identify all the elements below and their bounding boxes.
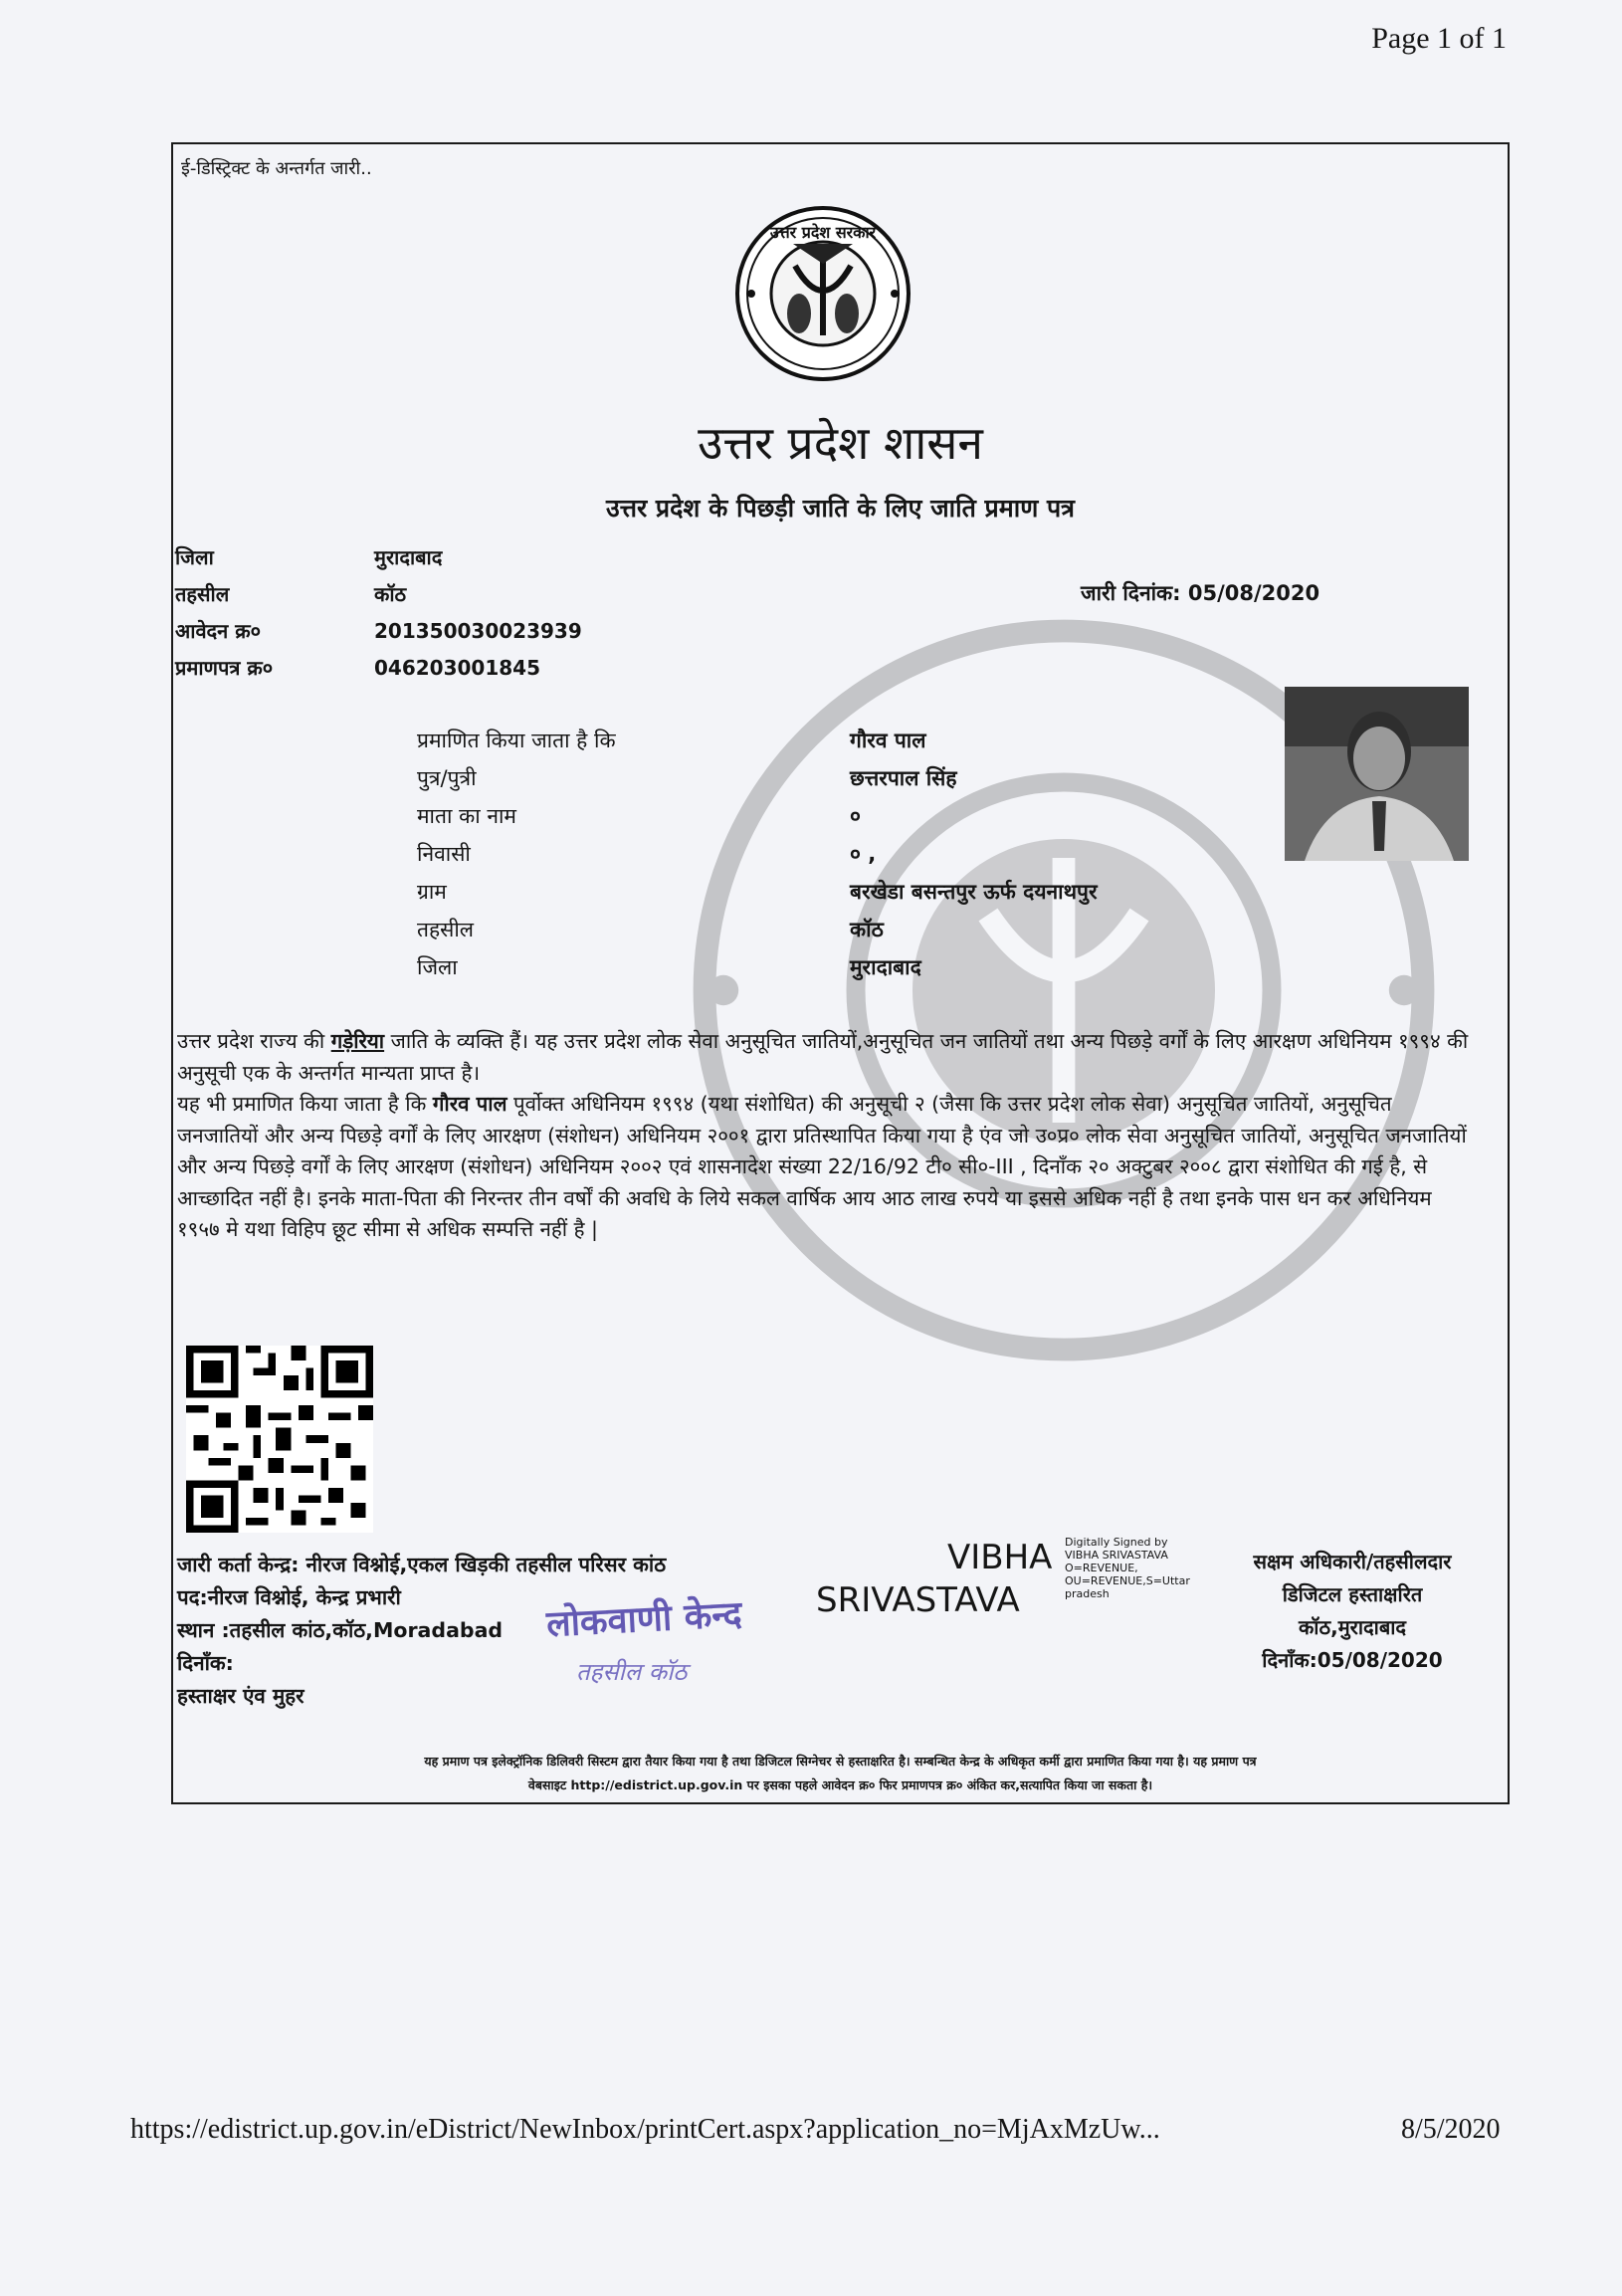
meta-row-certificate-no <box>175 654 540 681</box>
meta-label: जिला <box>175 545 214 569</box>
sig-detail-line: pradesh <box>1065 1587 1110 1600</box>
meta-label: तहसील <box>175 582 230 606</box>
meta-row-application-no <box>175 617 582 644</box>
certificate-title: उत्तर प्रदेश के पिछड़ी जाति के लिए जाति प्रमाण पत्र <box>606 494 1075 522</box>
meta-label: आवेदन क्र० <box>175 619 262 643</box>
ink-stamp-sub: तहसील कॉठ <box>576 1658 688 1686</box>
ink-stamp: लोकवाणी केन्द <box>545 1593 743 1646</box>
detail-label: पुत्र/पुत्री <box>417 766 477 790</box>
officer-date: दिनाँक:05/08/2020 <box>1262 1648 1443 1672</box>
government-title: उत्तर प्रदेश शासन <box>698 416 983 470</box>
detail-value: बरखेडा बसन्तपुर ऊर्फ दयनाथपुर <box>850 880 1098 904</box>
officer-place: कॉठ,मुरादाबाद <box>1298 1615 1407 1639</box>
applicant-name: गौरव पाल <box>432 1092 507 1116</box>
meta-row-district <box>175 543 442 570</box>
meta-row-tehsil <box>175 580 406 607</box>
issued-under-text: ई-डिस्ट्रिक्ट के अन्तर्गत जारी.. <box>181 158 372 179</box>
paragraph-text: जाति के व्यक्ति हैं। यह उत्तर प्रदेश लोक सेवा अनुसूचित जातियों,अनुसूचित जन जातियों तथा अन्य पिछड़े वर्गों के लिए आरक्षण अधिनियम १९९४ की अनुसूची एक के अन्तर्गत मान्यता प्राप्त है। <box>177 1029 1469 1085</box>
issuer-center: जारी कर्ता केन्द्र: नीरज विश्नोई,एकल खिड़की तहसील परिसर कांठ <box>177 1553 667 1576</box>
page-number: Page 1 of 1 <box>1371 22 1507 55</box>
digital-signature-details <box>1065 1536 1190 1600</box>
sig-detail-line: OU=REVENUE,S=Uttar <box>1065 1574 1190 1587</box>
up-government-emblem <box>733 204 912 383</box>
detail-value: गौरव पाल <box>850 729 926 752</box>
meta-value: कॉठ <box>374 582 407 606</box>
meta-value: मुरादाबाद <box>374 545 443 569</box>
sig-detail-line: VIBHA SRIVASTAVA <box>1065 1549 1168 1562</box>
footer-date: 8/5/2020 <box>1401 2114 1501 2145</box>
detail-value: ० <box>850 804 861 828</box>
caste-name: गड़ेरिया <box>330 1029 385 1053</box>
certificate-body <box>177 1026 1471 1246</box>
footnote-line-1: यह प्रमाण पत्र इलेक्ट्रॉनिक डिलिवरी सिस्टम द्वारा तैयार किया गया है तथा डिजिटल सिग्नेचर से हस्ताक्षरित है। सम्बन्धित केन्द्र के अधिकृत कर्मी द्वारा प्रमाणित किया गया है। यह प्रमाण पत्र <box>424 1754 1257 1769</box>
signer-last-name: SRIVASTAVA <box>816 1580 1020 1620</box>
issuer-place: स्थान :तहसील कांठ,कॉठ,Moradabad <box>177 1618 504 1642</box>
applicant-photo <box>1285 687 1469 861</box>
detail-value: कॉठ <box>850 918 884 941</box>
officer-title: सक्षम अधिकारी/तहसीलदार <box>1253 1550 1452 1573</box>
detail-label: तहसील <box>417 918 474 941</box>
detail-label: माता का नाम <box>417 804 516 828</box>
detail-label: प्रमाणित किया जाता है कि <box>417 729 616 752</box>
detail-label: निवासी <box>417 842 471 866</box>
officer-digital-signed: डिजिटल हस्ताक्षरित <box>1282 1582 1423 1606</box>
sig-detail-line: Digitally Signed by <box>1065 1536 1168 1549</box>
certificate <box>171 142 1510 1804</box>
detail-label: जिला <box>417 955 458 979</box>
meta-value: 046203001845 <box>374 656 540 680</box>
signer-first-name: VIBHA <box>947 1538 1053 1577</box>
issuer-post: पद:नीरज विश्नोई, केन्द्र प्रभारी <box>177 1585 401 1609</box>
detail-value: छत्तरपाल सिंह <box>850 766 957 790</box>
detail-value: ० , <box>850 842 877 866</box>
detail-value: मुरादाबाद <box>850 955 921 979</box>
paragraph-text: यह भी प्रमाणित किया जाता है कि <box>177 1092 433 1116</box>
sig-detail-line: O=REVENUE, <box>1065 1562 1138 1574</box>
issuer-signature-label: हस्ताक्षर एंव मुहर <box>177 1684 304 1708</box>
footer-url: https://edistrict.up.gov.in/eDistrict/NewInbox/printCert.aspx?application_no=MjAxMzUw... <box>130 2114 1160 2145</box>
issue-date: जारी दिनांक: 05/08/2020 <box>1081 581 1320 605</box>
meta-value: 201350030023939 <box>374 619 582 643</box>
paragraph-text: उत्तर प्रदेश राज्य की <box>177 1029 331 1053</box>
issuer-date: दिनाँक: <box>177 1651 234 1675</box>
paragraph-text: पूर्वोक्त अधिनियम १९९४ (यथा संशोधित) की अनुसूची २ (जैसा कि उत्तर प्रदेश लोक सेवा) अनुसूचित जातियों, अनुसूचित जनजातियों और अन्य पिछड़े वर्गों के लिए आरक्षण (संशोधन) अधिनियम २००१ द्वारा प्रतिस्थापित किया गया है एंव जो उ०प्र० लोक सेवा अनुसूचित जातियों, अनुसूचित जनजातियों और अन्य पिछड़े वर्गों के लिए आरक्षण (संशोधन) अधिनियम २००२ एवं शासनादेश संख्या 22/16/92 टी० सी०-III , दिनाँक २० अक्टुबर २००८ द्वारा संशोधित की गई है, से आच्छादित नहीं है। इनके माता-पिता की निरन्तर तीन वर्षों की अवधि के लिये सकल वार्षिक आय आठ लाख रुपये या इससे अधिक नहीं है तथा इनके पास धन कर अधिनियम १९५७ मे यथा विहिप छूट सीमा से अधिक सम्पत्ति नहीं है | <box>177 1092 1467 1241</box>
emblem-text: उत्तर प्रदेश सरकार <box>769 223 877 242</box>
footnote-line-2: वेबसाइट http://edistrict.up.gov.in पर इसका पहले आवेदन क्र० फिर प्रमाणपत्र क्र० अंकित कर,सत्यापित किया जा सकता है। <box>527 1777 1153 1792</box>
detail-label: ग्राम <box>417 880 447 904</box>
meta-label: प्रमाणपत्र क्र० <box>175 656 274 680</box>
qr-code <box>186 1346 373 1533</box>
